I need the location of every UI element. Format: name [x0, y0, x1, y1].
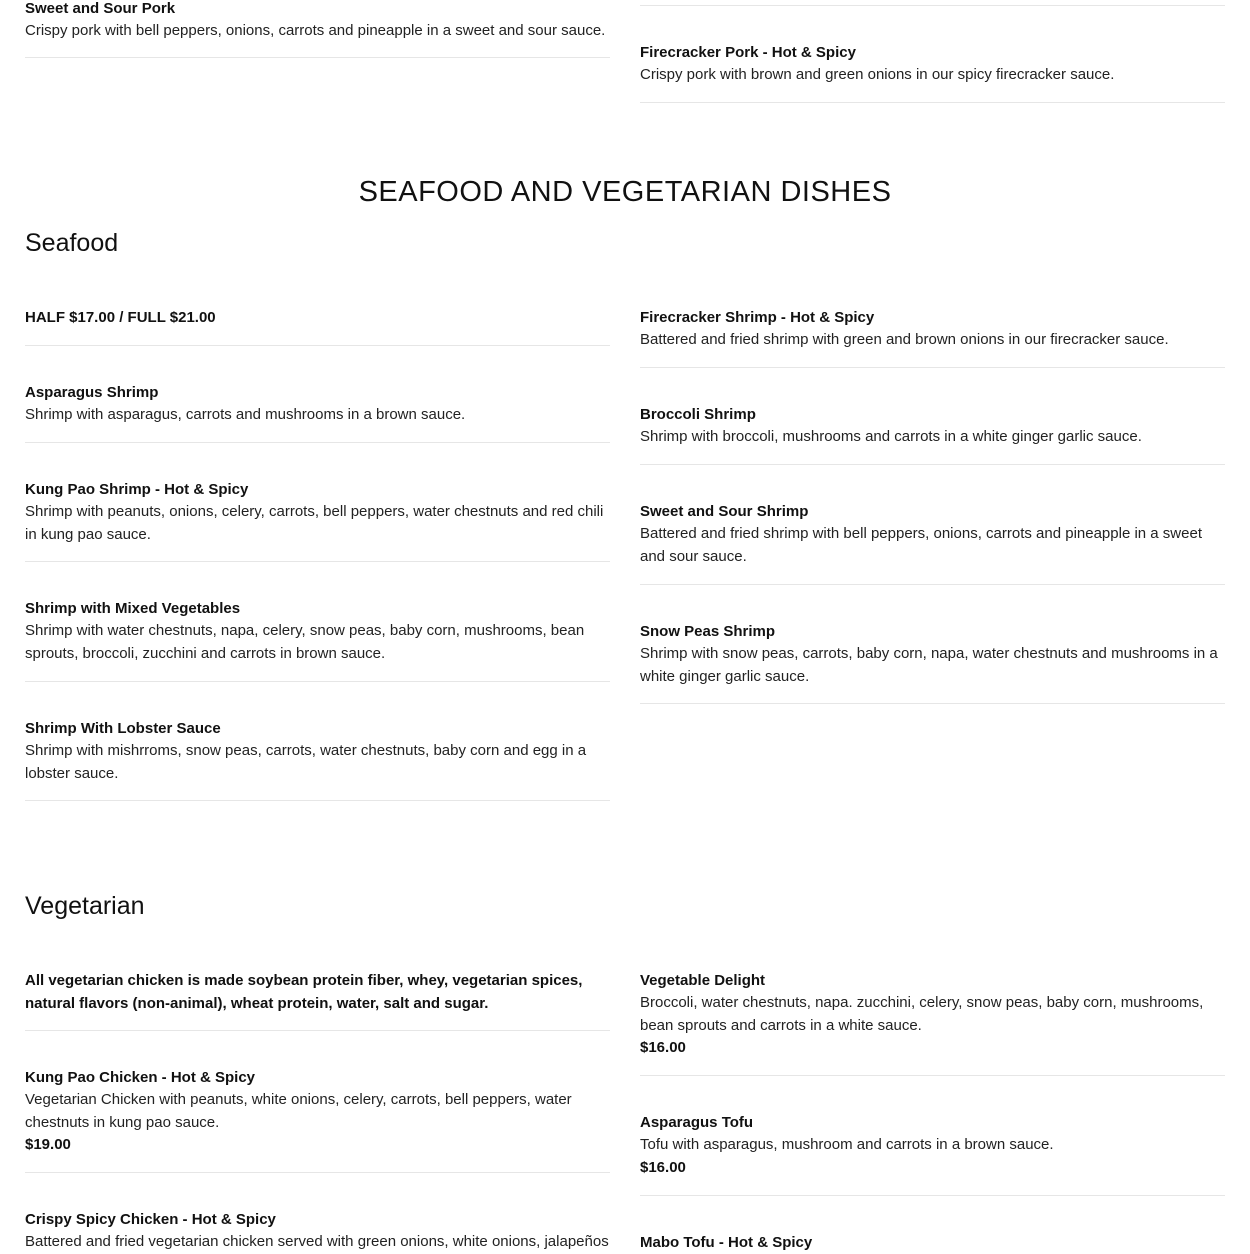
menu-item-asparagus-tofu [640, 1112, 1225, 1179]
price-note: HALF $17.00 / FULL $21.00 [25, 309, 216, 326]
divider [640, 1195, 1225, 1196]
item-name: Sweet and Sour Pork [25, 0, 176, 17]
item-name: Snow Peas Shrimp [640, 623, 776, 640]
divider [25, 57, 610, 58]
item-description: Vegetarian Chicken with peanuts, white onions, celery, carrots, bell peppers, water chestnuts in kung pao sauce. [25, 1091, 572, 1131]
menu-item-shrimp-mixed-vegetables [25, 598, 610, 665]
section-title: SEAFOOD AND VEGETARIAN DISHES [358, 176, 892, 208]
divider [640, 102, 1225, 103]
seafood-price-note [25, 307, 610, 329]
divider [25, 1172, 610, 1173]
item-price: $19.00 [25, 1136, 71, 1153]
divider [25, 442, 610, 443]
seafood-heading: Seafood [25, 229, 119, 257]
menu-item-shrimp-lobster-sauce [25, 718, 610, 785]
divider [25, 800, 610, 801]
vegetarian-note [25, 970, 610, 1015]
divider [25, 681, 610, 682]
menu-item-mabo-tofu [640, 1232, 1225, 1254]
menu-item-sweet-sour-pork [25, 0, 610, 43]
item-name: Firecracker Pork - Hot & Spicy [640, 44, 856, 61]
item-name: Firecracker Shrimp - Hot & Spicy [640, 309, 875, 326]
menu-item-sweet-sour-shrimp [640, 501, 1225, 568]
divider [640, 703, 1225, 704]
item-name: Mabo Tofu - Hot & Spicy [640, 1234, 813, 1251]
item-description: Tofu with asparagus, mushroom and carrots in a brown sauce. [640, 1136, 1054, 1153]
item-description: Shrimp with water chestnuts, napa, celery, snow peas, baby corn, mushrooms, bean sprouts, broccoli, zucchini and carrots in brown sauce. [25, 622, 585, 662]
item-price: $16.00 [640, 1039, 686, 1056]
item-price: $16.00 [640, 1158, 686, 1176]
menu-item-crispy-spicy-chicken [25, 1209, 610, 1254]
menu-item-kung-pao-chicken [25, 1067, 610, 1157]
menu-item-firecracker-shrimp [640, 307, 1225, 352]
item-name: Asparagus Tofu [640, 1114, 754, 1131]
item-description: Battered and fried shrimp with green and brown onions in our firecracker sauce. [640, 331, 1169, 348]
divider [25, 561, 610, 562]
item-description: Shrimp with broccoli, mushrooms and carrots in a white ginger garlic sauce. [640, 428, 1142, 445]
item-description: Crispy pork with brown and green onions in our spicy firecracker sauce. [640, 66, 1115, 83]
divider [640, 5, 1225, 6]
item-description: Shrimp with peanuts, onions, celery, carrots, bell peppers, water chestnuts and red chili in kung pao sauce. [25, 503, 604, 543]
item-name: Crispy Spicy Chicken - Hot & Spicy [25, 1211, 276, 1228]
divider [640, 464, 1225, 465]
item-name: Sweet and Sour Shrimp [640, 503, 809, 520]
divider [25, 1030, 610, 1031]
item-description: Broccoli, water chestnuts, napa. zucchini, celery, snow peas, baby corn, mushrooms, bean sprouts and carrots in a white sauce. [640, 994, 1204, 1034]
item-name: Kung Pao Shrimp - Hot & Spicy [25, 481, 249, 498]
item-name: Asparagus Shrimp [25, 384, 159, 401]
menu-item-vegetable-delight [640, 970, 1225, 1060]
item-name: Kung Pao Chicken - Hot & Spicy [25, 1069, 256, 1086]
item-description: Crispy pork with bell peppers, onions, carrots and pineapple in a sweet and sour sauce. [25, 22, 606, 39]
item-name: Broccoli Shrimp [640, 406, 756, 423]
item-description: Battered and fried vegetarian chicken served with green onions, white onions, jalapeños [25, 1233, 609, 1250]
divider [640, 584, 1225, 585]
menu-item-firecracker-pork [640, 42, 1225, 87]
menu-item-asparagus-shrimp [25, 382, 610, 427]
item-description: Battered and fried shrimp with bell peppers, onions, carrots and pineapple in a sweet and sour sauce. [640, 525, 1202, 565]
menu-item-snow-peas-shrimp [640, 621, 1225, 688]
item-name: Shrimp With Lobster Sauce [25, 720, 221, 737]
vegetarian-heading: Vegetarian [25, 892, 145, 920]
vegetarian-note-text: All vegetarian chicken is made soybean protein fiber, whey, vegetarian spices, natural flavors (non-animal), wheat protein, water, salt and sugar. [25, 972, 583, 1012]
item-name: Shrimp with Mixed Vegetables [25, 600, 241, 617]
menu-item-kung-pao-shrimp [25, 479, 610, 546]
item-description: Shrimp with mishrroms, snow peas, carrots, water chestnuts, baby corn and egg in a lobster sauce. [25, 742, 587, 782]
item-description: Shrimp with asparagus, carrots and mushrooms in a brown sauce. [25, 406, 466, 423]
item-description: Shrimp with snow peas, carrots, baby corn, napa, water chestnuts and mushrooms in a white ginger garlic sauce. [640, 645, 1218, 685]
divider [640, 367, 1225, 368]
divider [640, 1075, 1225, 1076]
divider [25, 345, 610, 346]
menu-item-broccoli-shrimp [640, 404, 1225, 449]
item-name: Vegetable Delight [640, 972, 766, 989]
